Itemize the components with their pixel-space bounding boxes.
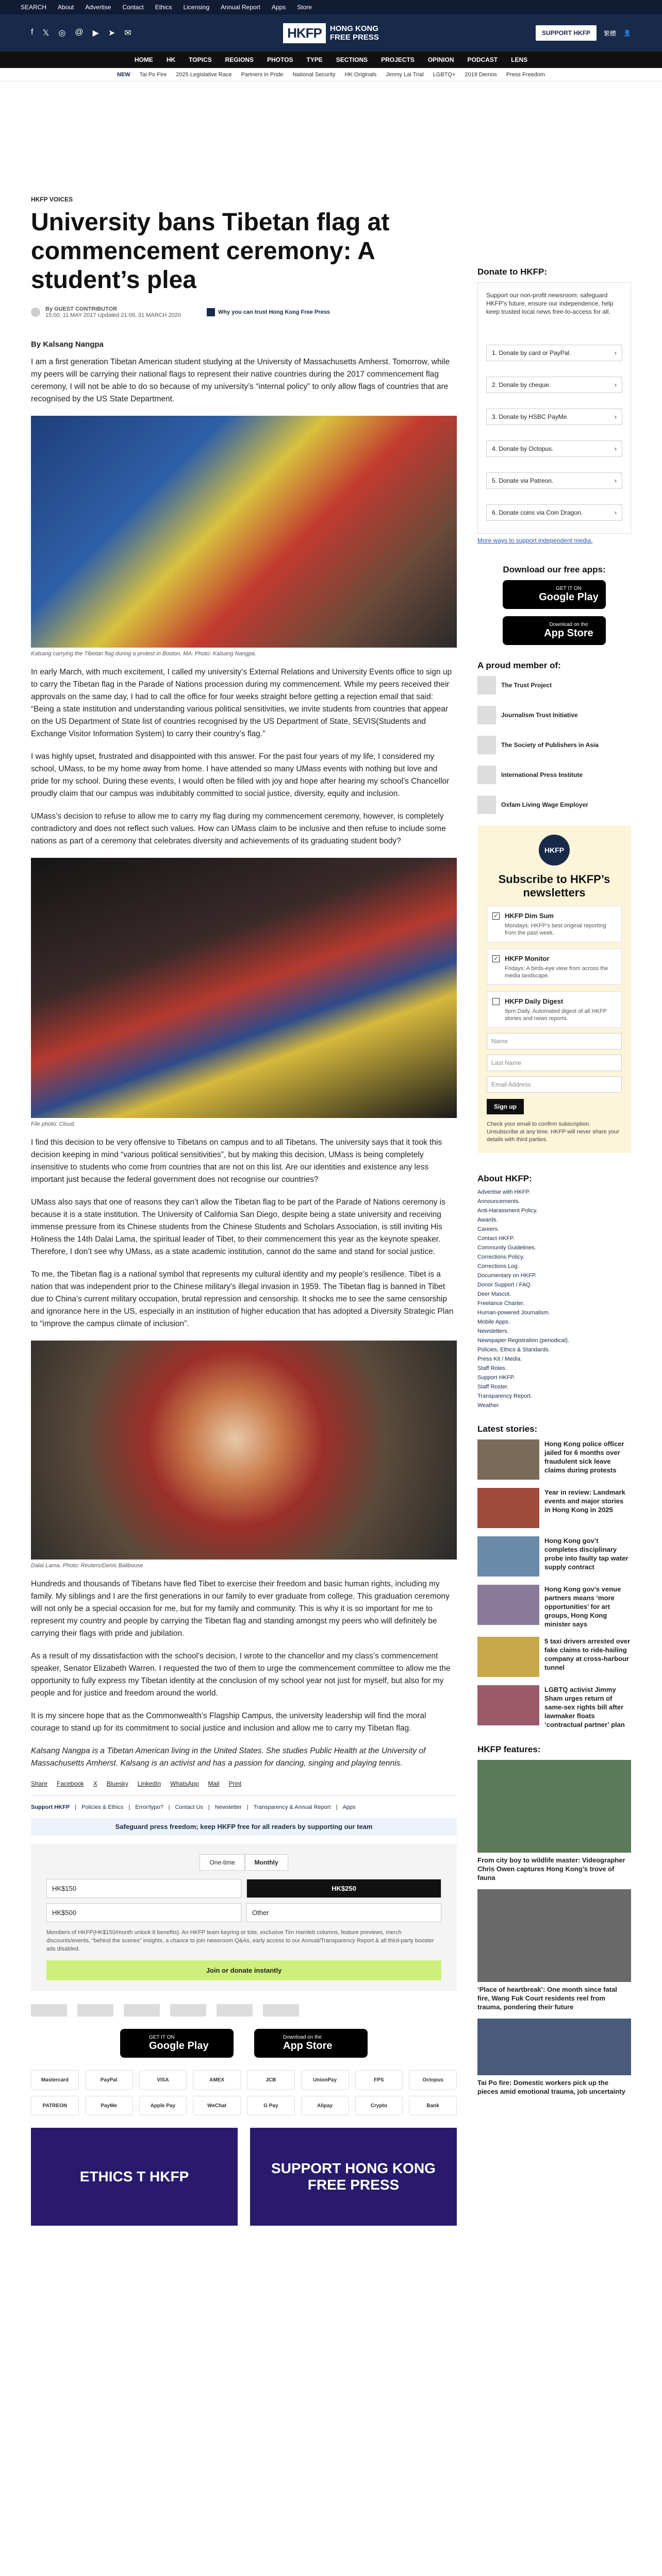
article-kicker[interactable]: HKFP VOICES [31,196,73,203]
nav-item[interactable]: LENS [511,56,528,63]
article-footer-links: Support HKFP | Policies & Ethics | Error/typo? | Contact Us | Newsletter | Transparency & Annual Report | Apps [31,1804,356,1810]
story-thumbnail [477,1685,539,1725]
about-link[interactable]: Corrections Policy. [477,1254,524,1260]
share-x[interactable]: X [93,1780,97,1787]
newsletter-title: HKFP Daily Digest [505,997,564,1005]
chevron-right-icon: › [615,509,617,516]
trending-item[interactable]: HK Originals [344,71,377,78]
trending-item[interactable]: National Security [292,71,336,78]
newsletter-heading: Subscribe to HKFP’s newsletters [498,873,610,899]
instagram-icon[interactable]: ◎ [58,29,66,38]
donate-option-label: 6. Donate coins via Coin Dragon. [492,509,583,516]
article-image-dalai-lama [31,1341,457,1560]
payment-icon[interactable]: PATREON [31,2096,79,2115]
main-nav [0,52,662,68]
trending-bar [0,68,662,81]
footer-link[interactable]: Newsletter [214,1804,242,1810]
about-link[interactable]: Donor Support / FAQ. [477,1282,532,1288]
paragraph: Hundreds and thousands of Tibetans have fled Tibet to exercise their freedom and basic human rights, including my family. My siblings and I are the first generations in our family to ever graduate from college. This graduation ceremony will not only be a special occasion for me, but for my family and community. This is why it is so important for me to represent my country and people by carrying the Tibetan flag and standing amongst my peers who will definitely be carrying their flags with pride and jubilation. [31,1580,450,1638]
donate-box [477,282,631,534]
amount-other[interactable]: Other [246,1903,441,1922]
share-facebook[interactable]: Facebook [57,1780,84,1787]
payment-icon[interactable]: G Pay [247,2096,295,2115]
apps-heading: Download our free apps: [503,565,606,574]
story-title: Hong Kong police officer jailed for 6 months over fraudulent sick leave claims during protests [544,1440,624,1474]
search-link[interactable]: SEARCH [21,4,47,11]
chevron-right-icon: › [615,381,617,388]
partner-logo[interactable] [217,2004,253,2016]
payment-icon[interactable]: Bank [409,2096,457,2115]
x-icon[interactable]: 𝕏 [42,29,49,38]
brand-header [0,14,662,52]
share-bluesky[interactable]: Bluesky [106,1780,128,1787]
membership-note: Members of HKFP(HK$150/month unlock 8 benefits). An HKFP team keyring or tote, exclusive Tim Hamlett columns, feature previews, merch discounts/events, “behind the scenes” insights, a chance to join newsroom Q&As, early access to our Annual/Transparency Report & all third-party booster ads disabled. [46,1929,434,1952]
paragraph: I am a first generation Tibetan American student studying at the University of Massachusetts Amherst. Tomorrow, while my peers will be carrying their national flags to represent their native countries during the 2017 commencement flag ceremony, I will not be able to do so because of my university’s “internal policy” to only allow flags of countries that are recognised by the US State Department. [31,358,450,403]
nav-item[interactable]: TYPE [306,56,323,63]
about-link[interactable]: Deer Mascot. [477,1291,511,1297]
about-link[interactable]: Policies, Ethics & Standards. [477,1347,550,1353]
partner-name: International Press Institute [501,771,583,778]
google-play-badge[interactable] [120,2029,234,2058]
ethics-banner[interactable]: ETHICS T HKFP [31,2128,238,2226]
newsletter-logo: HKFP [539,835,570,866]
trending-label: NEW [117,71,130,78]
nav-item[interactable]: HOME [134,56,153,63]
donate-heading: Donate to HKFP: [477,267,548,277]
donate-option[interactable] [486,504,622,521]
paragraph: I was highly upset, frustrated and disappointed with this answer. For the past four years of my life, I considered my school, UMass, to be my home away from home. I have attended so many UMass events with nothing but love and pride for my school. During these events, I would often be filled with joy and hope after hearing my school’s Chancellor proudly claim that our campus was indubitably committed to social justice, diversity, equity and inclusion. [31,752,450,798]
payment-icon[interactable]: WeChat [193,2096,241,2115]
newsletter-desc: Mondays: HKFP’s best original reporting from the past week. [505,923,606,936]
store-badge-top: Download on the [549,622,588,628]
safeguard-banner[interactable]: Safeguard press freedom; keep HKFP free for all readers by supporting our team [31,1818,457,1836]
byline-author[interactable]: By GUEST CONTRIBUTOR [45,306,118,312]
partner-logo[interactable] [170,2004,206,2016]
latest-heading: Latest stories: [477,1424,538,1434]
chevron-right-icon: › [615,477,617,484]
partner-item[interactable] [477,706,631,724]
story-title: Hong Kong gov’s venue partners means ‘more opportunities’ for art groups, Hong Kong minister says [544,1585,621,1628]
support-banner[interactable]: SUPPORT HONG KONG FREE PRESS [250,2128,457,2226]
donation-widget [31,1844,457,1991]
image-caption: File photo: Cloud. [31,1121,76,1127]
partner-name: The Society of Publishers in Asia [501,741,599,749]
payment-icon[interactable]: Octopus [409,2070,457,2090]
facebook-icon[interactable]: f [31,28,34,37]
partner-item[interactable] [477,736,631,754]
about-link[interactable]: Documentary on HKFP. [477,1273,537,1279]
paragraph: UMass’s decision to refuse to allow me to carry my flag during my commencement ceremony, however, is completely contradictory and does not reflect such values. How can UMass claim to be inclusive and then refuse to include some nations as part of a ceremony that celebrates diversity and achievements of its graduating student body? [31,812,446,845]
donate-option[interactable] [486,345,622,361]
trust-label: Why you can trust Hong Kong Free Press [218,309,330,315]
trust-icon [207,308,215,316]
support-button[interactable]: SUPPORT HKFP [536,25,597,41]
payment-icon[interactable]: Apple Pay [139,2096,187,2115]
donate-option-label: 3. Donate by HSBC PayMe. [492,413,569,420]
trending-item[interactable]: Tai Po Fire [139,71,167,78]
footer-link[interactable]: Support HKFP [31,1804,70,1810]
checkbox-icon[interactable] [492,998,500,1005]
nav-item[interactable]: REGIONS [225,56,254,63]
payment-icon[interactable]: PayMe [85,2096,133,2115]
about-link[interactable]: Support HKFP. [477,1375,515,1381]
paragraph: I find this decision to be very offensive to Tibetans on campus and to all Tibetans. The university says that it took this decision keeping in mind “various political sensitivities”, but by making this decision, UMass is being completely insensitive to students who come from countries that are not on this list. Are our identities and existence any less important just because the federal government does not recognise our countries? [31,1138,442,1184]
newsletter-option[interactable] [487,948,622,985]
signup-button[interactable]: Sign up [487,1099,524,1114]
newsletter-box [477,825,631,1153]
join-button[interactable]: Join or donate instantly [46,1960,441,1980]
article-image-flag [31,858,457,1118]
newsletter-option[interactable] [487,906,622,942]
email-field[interactable]: Email Address [487,1076,622,1093]
about-link[interactable]: Newsletters. [477,1328,509,1334]
site-logo[interactable] [283,23,379,43]
features-heading: HKFP features: [477,1744,541,1754]
nav-item[interactable]: TOPICS [189,56,212,63]
paragraph: As a result of my dissatisfaction with the school’s decision, I wrote to the chancellor and my class’s commencement speaker, Senator Elizabeth Warren. I requested the two of them to urge the commencement committee to allow me the opportunity to fully express my Tibetan identity at the conclusion of my school year not just for myself, but also for my people and for justice and freedom around the world. [31,1652,451,1698]
about-link[interactable]: Transparency Report. [477,1393,532,1399]
payment-icon[interactable]: AMEX [193,2070,241,2090]
app-store-badge[interactable] [503,616,606,645]
share-print[interactable]: Print [228,1780,242,1787]
chevron-right-icon: › [615,413,617,420]
article-title: University bans Tibetan flag at commencement ceremony: A student’s plea [31,209,390,294]
payment-icon[interactable]: Crypto [355,2096,403,2115]
trending-item[interactable]: Press Freedom [506,71,545,78]
partner-logo [477,766,496,784]
partner-logo[interactable] [263,2004,299,2016]
newsletter-title: HKFP Monitor [505,955,550,962]
about-link[interactable]: Newspaper Registration (periodical). [477,1337,569,1344]
share-whatsapp[interactable]: WhatsApp [170,1780,199,1787]
about-link[interactable]: Mobile Apps. [477,1319,510,1325]
util-link[interactable]: Apps [271,4,286,11]
about-link[interactable]: Anti-Harassment Policy. [477,1208,538,1214]
logo-line2: FREE PRESS [329,33,379,42]
trending-item[interactable]: Jimmy Lai Trial [386,71,424,78]
share-linkedin[interactable]: LinkedIn [137,1780,161,1787]
partner-logo[interactable] [31,2004,67,2016]
partner-logos-row [31,2004,457,2016]
partner-logo [477,706,496,724]
about-heading: About HKFP: [477,1174,532,1183]
partner-logo[interactable] [124,2004,160,2016]
share-label[interactable]: Share [31,1780,48,1787]
trending-item[interactable]: LGBTQ+ [433,71,456,78]
donate-option[interactable] [486,440,622,457]
about-link[interactable]: Contact HKFP. [477,1235,515,1242]
logo-mark: HKFP [283,23,326,43]
partner-logo [477,736,496,754]
story-thumbnail [477,1637,539,1677]
store-badge-name: App Store [283,2040,333,2052]
byline-dates: 15:00, 11 MAY 2017 Updated 21:09, 31 MARCH 2020 [45,312,181,318]
feature-title: Tai Po fire: Domestic workers pick up the pieces amid emotional trauma, job uncertainty [477,2079,625,2095]
latest-story[interactable] [477,1585,631,1629]
store-badge-top: GET IT ON [149,2035,175,2040]
story-thumbnail [477,1585,539,1625]
feature-thumbnail [477,1760,631,1853]
paragraph: To me, the Tibetan flag is a national symbol that represents my cultural identity and my people’s resilience. Tibet is a nation that was independent prior to the Chinese military’s illegal invasion in 1959. The Tibetan flag is banned in Tibet due to China’s current military occupation, brutal repression and censorship. It shocks me to see the same censorship and ignorance here in the US, especially in an institution of higher education that has adopted a Diversity Strategic Plan to “improve the campus climate of inclusion”. [31,1270,454,1328]
google-play-badge[interactable] [503,580,606,609]
donate-option-label: 5. Donate via Patreon. [492,477,554,484]
sidebar [477,190,631,2226]
footer-link[interactable]: Policies & Ethics [81,1804,124,1810]
user-icon[interactable]: 👤 [623,29,631,37]
newsletter-desc: Fridays: A birds-eye view from across the media landscape. [505,965,608,979]
about-links [477,1189,631,1409]
latest-story[interactable] [477,1439,631,1480]
donate-option[interactable] [486,472,622,489]
article-image-protest [31,416,457,648]
about-link[interactable]: Freelance Charter. [477,1300,525,1307]
story-title: Year in review: Landmark events and major stories in Hong Kong in 2025 [544,1488,625,1514]
language-link[interactable]: 繁體 [604,29,617,37]
story-title: Hong Kong gov’t completes disciplinary probe into faulty tap water supply contract [544,1537,628,1571]
about-link[interactable]: Staff Roster. [477,1384,509,1390]
about-link[interactable]: Advertise with HKFP. [477,1189,531,1195]
about-link[interactable]: Press Kit / Media. [477,1356,522,1362]
partner-name: Journalism Trust Initiative [501,711,578,719]
byline [31,306,457,318]
partner-name: Oxfam Living Wage Employer [501,801,588,808]
author-bio: Kalsang Nangpa is a Tibetan American living in the United States. She studies Public Health at the University of Massachusetts Amherst. Kalsang is an activist and has a passion for dancing, singing and playing tennis. [31,1747,426,1768]
nav-item[interactable]: OPINION [427,56,454,63]
footer-link[interactable]: Contact Us [175,1804,203,1810]
checkbox-checked-icon[interactable]: ✓ [492,912,500,920]
store-badge-top: Download on the [283,2035,322,2040]
donate-option-label: 1. Donate by card or PayPal. [492,349,571,357]
nav-item[interactable]: HK [166,56,176,63]
nav-item[interactable]: SECTIONS [336,56,368,63]
about-link[interactable]: Corrections Log. [477,1263,519,1269]
image-caption: Dalai Lama. Photo: Reuters/Denis Balibouse [31,1563,143,1569]
amount-option[interactable]: HK$500 [46,1903,241,1922]
feature-title: ‘Place of heartbreak’: One month since fatal fire, Wang Fuk Court residents reel from trauma, pondering their future [477,1986,617,2011]
feature-thumbnail [477,2019,631,2075]
util-link[interactable]: About [58,4,74,11]
payment-icon[interactable]: JCB [247,2070,295,2090]
feature-story[interactable] [477,1889,631,2011]
logo-line1: HONG KONG [329,24,379,33]
about-link[interactable]: Weather. [477,1402,500,1409]
payment-icon[interactable]: FPS [355,2070,403,2090]
partner-item[interactable] [477,676,631,694]
about-link[interactable]: Announcements. [477,1198,520,1205]
util-link[interactable]: Licensing [183,4,210,11]
name-field[interactable]: Name [487,1033,622,1049]
article [31,190,457,2226]
partner-name: The Trust Project [501,682,552,689]
footer-link[interactable]: Apps [342,1804,356,1810]
share-bar [31,1780,457,1796]
newsletter-option[interactable] [487,991,622,1028]
paragraph: UMass also says that one of reasons they can’t allow the Tibetan flag to be part of the Parade of Nations ceremony is because it is a state institution. The University of California San Diego, despite being a state university and receiving immense pressure from its Chinese students from the Chinese Students and Scholars Association, is still inviting His Holiness the 14th Dalai Lama, the spiritual leader of Tibet, to their commencement this year as the keynote speaker. Therefore, I don’t see why UMass, as a state academic institution, cannot do the same and stand for social justice. [31,1198,445,1256]
chevron-right-icon: › [615,445,617,452]
partner-logo[interactable] [77,2004,113,2016]
telegram-icon[interactable]: ➤ [108,29,115,38]
nav-item[interactable]: PODCAST [467,56,498,63]
image-caption: Kalsang carrying the Tibetan flag during a protest in Boston, MA. Photo: Kalsang Nangpa. [31,651,257,657]
donate-option-label: 4. Donate by Octopus. [492,445,554,452]
util-link[interactable]: Contact [122,4,144,11]
latest-story[interactable] [477,1536,631,1577]
donate-option[interactable] [486,409,622,425]
ad-space [0,81,662,190]
story-thumbnail [477,1488,539,1528]
about-link[interactable]: Community Guidelines. [477,1245,536,1251]
about-link[interactable]: Human-powered Journalism. [477,1310,550,1316]
partners-heading: A proud member of: [477,660,561,670]
amount-option[interactable]: HK$150 [46,1879,241,1898]
feature-story[interactable] [477,1760,631,1882]
last-name-field[interactable]: Last Name [487,1055,622,1071]
footer-link[interactable]: Transparency & Annual Report [253,1804,331,1810]
nav-item[interactable]: PHOTOS [267,56,293,63]
util-link[interactable]: Store [297,4,312,11]
app-store-badge[interactable] [254,2029,368,2058]
donate-option[interactable] [486,377,622,393]
util-link[interactable]: Annual Report [221,4,260,11]
amount-option-selected[interactable]: HK$250 [246,1879,441,1898]
story-thumbnail [477,1536,539,1577]
about-link[interactable]: Awards. [477,1217,498,1223]
util-link[interactable]: Advertise [85,4,111,11]
paragraph: In early March, with much excitement, I called my university’s External Relations and University Events office to sign up to carry the Tibetan flag in the Parade of Nations procession during my commencement. While my peers received their approvals on the same day, I had to call the office for four weeks straight before getting a rejection email that said: “Being a state institution and understanding various political sensitivities, we invite students from countries that appear on the US Department of State list of countries recognised by the US Department of State, SEVIS(Students and Exchange Visitor Information System) to carry their country’s flag.” [31,668,452,738]
social-icons [31,28,253,38]
donate-intro: Support our non-profit newsroom: safeguard HKFP’s future, ensure our independence, help keep trusted local news free-to-access for all. [486,292,614,315]
latest-story[interactable] [477,1488,631,1528]
newsletter-title: HKFP Dim Sum [505,912,554,920]
newsletter-note: Check your email to confirm subscription. Unsubscribe at any time. HKFP will never share your details with third parties. [487,1121,620,1143]
paragraph: It is my sincere hope that as the Commonwealth’s Flagship Campus, the university leadership will find the moral courage to stand up for its commitment to social justice and inclusion and allow me to carry my Tibetan flag. [31,1711,426,1733]
store-badge-top: GET IT ON [556,586,582,591]
latest-story[interactable] [477,1685,631,1729]
newsletter-desc: 9pm Daily. Automated digest of all HKFP stories and news reports. [505,1008,607,1022]
feature-thumbnail [477,1889,631,1982]
trending-item[interactable]: 2025 Legislative Race [176,71,232,78]
author-avatar [31,308,40,317]
payment-icon[interactable]: Mastercard [31,2070,79,2090]
story-title: LGBTQ activist Jimmy Sham urges return of same-sex rights bill after lawmaker floats ‘contractual partner’ plan [544,1686,625,1728]
trending-item[interactable]: 2019 Demos [465,71,497,78]
tab-monthly[interactable]: Monthly [245,1854,288,1871]
payment-methods [31,2070,457,2115]
payment-icon[interactable]: PayPal [85,2070,133,2090]
youtube-icon[interactable]: ▶ [92,29,99,38]
about-link[interactable]: Careers. [477,1226,500,1232]
store-badge-name: Google Play [149,2040,209,2052]
article-author: By Kalsang Nangpa [31,340,104,349]
store-badge-name: Google Play [539,591,599,603]
about-link[interactable]: Staff Roles. [477,1365,507,1371]
email-icon[interactable]: ✉ [124,29,131,38]
payment-icon[interactable]: VISA [139,2070,187,2090]
partner-item[interactable] [477,766,631,784]
feature-title: From city boy to wildlife master: Videographer Chris Owen captures Hong Kong’s trove of fauna [477,1856,625,1882]
partner-logo [477,676,496,694]
store-badge-name: App Store [544,628,593,639]
chevron-right-icon: › [615,349,617,357]
trending-item[interactable]: Partners in Pride [241,71,284,78]
checkbox-checked-icon[interactable]: ✓ [492,955,500,962]
payment-icon[interactable]: UnionPay [301,2070,349,2090]
footer-link[interactable]: Error/typo? [135,1804,163,1810]
feature-story[interactable] [477,2019,631,2096]
share-mail[interactable]: Mail [208,1780,220,1787]
trust-link[interactable] [207,308,330,316]
utility-bar [0,0,662,14]
story-thumbnail [477,1439,539,1480]
more-ways-link[interactable]: More ways to support independent media. [477,537,593,544]
threads-icon[interactable]: @ [75,28,84,37]
story-title: 5 taxi drivers arrested over fake claims to ride-hailing company at cross-harbour tunnel [544,1637,631,1671]
nav-item[interactable]: PROJECTS [381,56,415,63]
payment-icon[interactable]: Alipay [301,2096,349,2115]
partner-logo [477,795,496,814]
donate-option-label: 2. Donate by cheque. [492,381,551,388]
tab-one-time[interactable]: One-time [200,1854,244,1871]
util-link[interactable]: Ethics [155,4,172,11]
latest-story[interactable] [477,1637,631,1677]
partner-item[interactable] [477,795,631,814]
